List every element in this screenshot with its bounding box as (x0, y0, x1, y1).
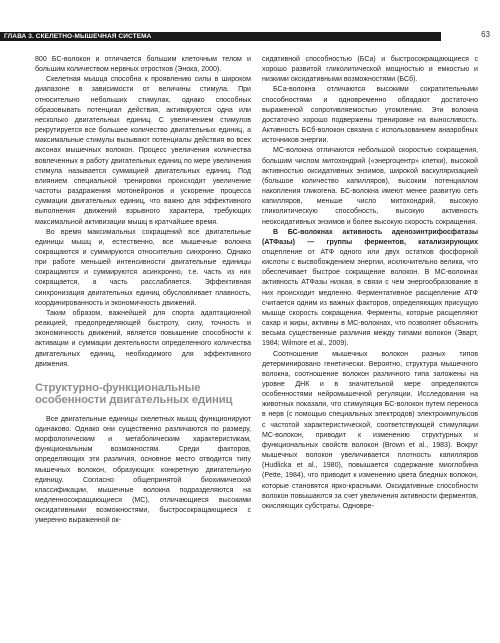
paragraph: Все двигательные единицы скелетных мышц функционируют одинаково. Однако они существенно различаются по размеру, морфологическим и метаболическим характеристикам, функциональным возможностям. Среди факторов, определяющих эти различия, основное место отводится типу мышечных волокон, образующих конкретную двигательную единицу. Согласно общепринятой биохимической классификации, мышечные волокна подразделяются на медленносокращающиеся (МС), отличающиеся высокими оксидативными возможностями, быстросокращающиеся с умеренно выраженной ок- (35, 415, 251, 525)
paragraph: Таким образом, важнейшей для спорта адаптационной реакцией, предопределяющей быстроту, силу, точность и экономичность движений, является повышение способности к активации и суммации деятельности определенного количества двигательных единиц, необходимого для эффективного движения. (35, 309, 251, 368)
paragraph: МС-волокна отличаются небольшой скоростью сокращения, большим числом митохондрий («энергоцентр» клетки), высокой активностью оксидативных энзимов, широкой васкуляризацией (большое количество капилляров), высоким потенциалом накопления гликогена. БС-волокна имеют менее развитую сеть капилляров, меньше число митохондрий, высокую гликолитическую способность, высокую активность неоксидативных энзимов и более высокую скорость сокращения. (262, 147, 478, 226)
paragraph: сидативной способностью (БСа) и быстросокращающиеся с хорошо развитой гликолитической мощностью и емкостью и низкими оксидативными возможностями (БСб). (262, 56, 478, 84)
paragraph: 800 БС-волокон и отличается большим клеточным телом и большим количеством нервных отростков (Энока, 2000). (35, 56, 251, 74)
paragraph: Соотношение мышечных волокон разных типов детерминировано генетически. Вероятно, структура мышечного волокна, соотношение волокон различного типа заложены на уровне ДНК и в значительной мере определяются особенностями нейромышечной регуляции. Исследования на животных показали, что стимуляция БС-волокон путем переноса в нерв (с помощью специальных электродов) электроимпульсов с частотой характеристической, соответствующей стимуляции МС-волокон, приводит к изменению структурных и функциональных свойств волокон (Brown et al., 1983). Вокруг мышечных волокон увеличивается плотность капилляров (Hudlicka et al., 1980), повышается содержание миоглобина (Pette, 1984), что приводит к изменению цвета бледных волокон, которые становятся ярко-красными. Оксидативные способности волокон повышаются за счет увеличения активности ферментов, окисляющих субстраты. Одновре- (262, 350, 478, 510)
chapter-title: ГЛАВА 3. СКЕЛЕТНО-МЫШЕЧНАЯ СИСТЕМА (4, 33, 152, 40)
page-number: 63 (481, 30, 490, 39)
paragraph: Скелетная мышца способна к проявлению силы в широком диапазоне в зависимости от величины стимула. При относительно небольших стимулах, однако способных образовывать потенциал действия, активируются одна или несколько двигательных единиц. С увеличением стимулов рекрутируется все большее количество двигательных единиц, а максимальные стимулы вызывают потенциалы действия во всех аксонах мышечных волокон. Процесс увеличения количества вовлеченных в работу двигательных единиц по мере увеличения стимула называется суммацией двигательных единиц. Под влиянием специальной тренировки происходит увеличение частоты раздражения мотонейронов и ускорение процесса суммации двигательных единиц, что важно для эффективного выполнения движений взрывного характера, требующих максимальной активизации мышц в кратчайшее время. (35, 76, 251, 226)
left-column (35, 55, 251, 527)
section-heading: Структурно-функциональные особенности двигательных единиц (35, 381, 233, 407)
paragraph-text: отщепление от АТФ одного или двух остатков фосфорной кислоты с высвобождением энергии, исключительно велика, что обеспечивает быстрое сокращение волокон. В МС-волокнах активность АТФазы низкая, в связи с чем энергообразование в них происходит медленно. Ферментативное расщепление АТФ считается одним из важных факторов, определяющих присущую мышце скорость сокращения. Ферменты, которые расщепляют сахар и жиры, активны в МС-волокнах, что позволяет объяснить весьма существенные различия между типами волокон (Эварт, 1984; Wilmore et al., 2009). (262, 248, 478, 348)
page-header (0, 0, 500, 40)
right-column (262, 55, 478, 512)
paragraph: БСа-волокна отличаются высокими сократительными способностями и одновременно обладают достаточно выраженной сопротивляемостью утомлению. Эти волокна достаточно хорошо подвержены тренировке на выносливость. Активность БСб-волокон связана с использованием анаэробных источников энергии. (262, 86, 478, 145)
bold-phrase: В БС-волокнах активность аденозинтрифосфатазы (АТФазы) — группы ферментов, катализирующих (262, 228, 478, 246)
paragraph (262, 228, 478, 350)
paragraph: Во время максимальных сокращений все двигательные единицы мышц и, естественно, все мышечные волокна сокращаются и суммируются относительно синхронно. Однако при работе меньшей интенсивности двигательные единицы сокращаются и суммируются асинхронно, т.е. часть из них сокращается, а часть расслабляется. Эффективная синхронизация двигательных единиц обусловливает плавность, координированность и экономичность движений. (35, 228, 251, 307)
